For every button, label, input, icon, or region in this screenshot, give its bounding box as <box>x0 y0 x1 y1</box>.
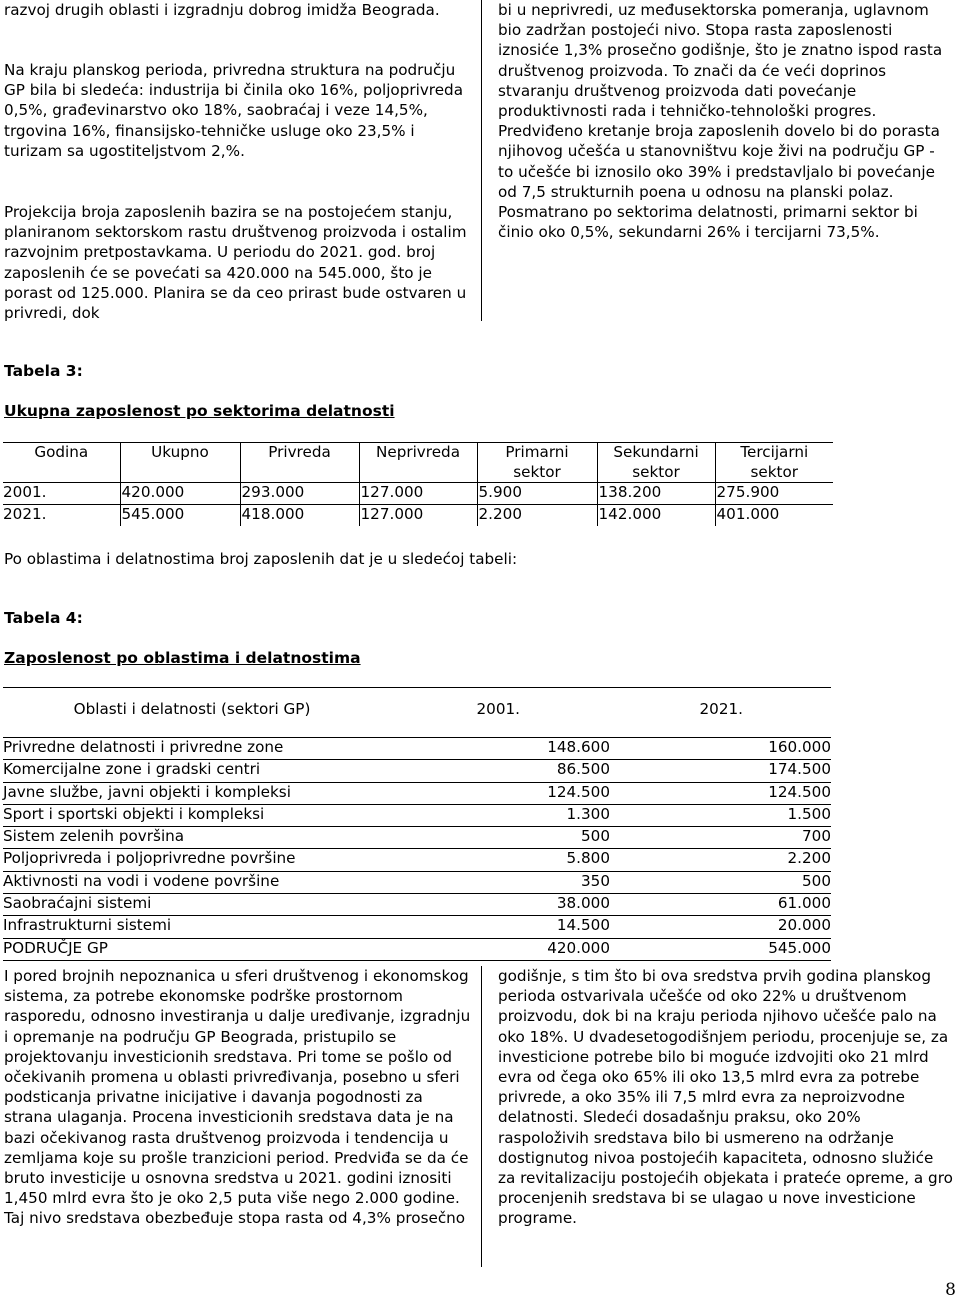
table-cell: 61.000 <box>610 894 831 916</box>
table-row <box>3 738 831 760</box>
table4-employment-by-area <box>3 687 831 961</box>
table3-title: Ukupna zaposlenost po sektorima delatnosti <box>4 402 395 420</box>
table4-header-cell: 2001. <box>381 688 610 738</box>
table3-header-cell: Ukupno <box>120 443 240 483</box>
table-row <box>3 782 831 804</box>
table-cell: 86.500 <box>381 760 610 782</box>
table-row <box>3 804 831 826</box>
table-cell: 124.500 <box>381 782 610 804</box>
table3-header-cell: Privreda <box>240 443 359 483</box>
table-cell: 420.000 <box>381 938 610 960</box>
table-cell: Aktivnosti na vodi i vodene površine <box>3 871 381 893</box>
table3-label: Tabela 3: <box>4 362 83 380</box>
table-cell: 500 <box>381 827 610 849</box>
page-number: 8 <box>945 1280 956 1300</box>
table-row <box>3 760 831 782</box>
table-cell: 148.600 <box>381 738 610 760</box>
table3-total-employment <box>3 442 833 526</box>
paragraph-intro-end: razvoj drugih oblasti i izgradnju dobrog imidža Beograda. <box>4 1 440 19</box>
table-cell: 545.000 <box>610 938 831 960</box>
table-row-total <box>3 938 831 960</box>
table-cell: 174.500 <box>610 760 831 782</box>
table3-header-cell: Godina <box>3 443 120 483</box>
paragraph-table4-intro: Po oblastima i delatnostima broj zaposlenih dat je u sledećoj tabeli: <box>4 550 518 568</box>
table-cell: 142.000 <box>597 505 715 527</box>
table-cell: 20.000 <box>610 916 831 938</box>
table-cell: 138.200 <box>597 483 715 505</box>
table-row <box>3 849 831 871</box>
table-row <box>3 827 831 849</box>
table4-header-row <box>3 688 831 738</box>
table-cell: 5.800 <box>381 849 610 871</box>
table-cell: 500 <box>610 871 831 893</box>
table-row <box>3 916 831 938</box>
table3-header-row <box>3 443 833 483</box>
table-cell: 2.200 <box>610 849 831 871</box>
table-cell: Sport i sportski objekti i kompleksi <box>3 804 381 826</box>
table-cell: 127.000 <box>359 483 477 505</box>
table-cell: Privredne delatnosti i privredne zone <box>3 738 381 760</box>
paragraph-employment-continued: bi u neprivredi, uz međusektorska pomeranja, uglavnom bio zadržan postojeći nivo. Stopa rasta zaposlenosti iznosiće 1,3% prosečno godišnje, što je znatno ispod rasta društvenog proizvoda. To znači da će veći doprinos stvaranju društvenog proizvoda dati povećanje produktivnosti rada i tehničko-tehnološki progres. Predviđeno kretanje broja zaposlenih dovelo bi do porasta njihovog učešća u stanovništvu koje živi na području GP - to učešće bi iznosilo oko 39% i predstavljalo bi povećanje od 7,5 strukturnih poena u odnosu na planski polaz. Posmatrano po sektorima delatnosti, primarni sektor bi činio oko 0,5%, sekundarni 26% i tercijarni 73,5%. <box>498 1 943 242</box>
column-divider-top <box>481 0 482 321</box>
table-row <box>3 505 833 527</box>
table3-header-cell: Neprivreda <box>359 443 477 483</box>
table-cell: 124.500 <box>610 782 831 804</box>
table-cell: 420.000 <box>120 483 240 505</box>
table4-header-cell: 2021. <box>610 688 831 738</box>
table-cell: 14.500 <box>381 916 610 938</box>
table-cell: 418.000 <box>240 505 359 527</box>
table-cell: Poljoprivreda i poljoprivredne površine <box>3 849 381 871</box>
paragraph-employment-projection: Projekcija broja zaposlenih bazira se na postojećem stanju, planiranom sektorskom rastu društvenog proizvoda i ostalim razvojnim pretpostavkama. U periodu do 2021. god. broj zaposlenih će se povećati sa 420.000 na 545.000, što je porast od 125.000. Planira se da ceo prirast bude ostvaren u privredi, dok <box>4 203 467 323</box>
table-row <box>3 894 831 916</box>
table-cell: 700 <box>610 827 831 849</box>
paragraph-economic-structure: Na kraju planskog perioda, privredna struktura na području GP bila bi sledeća: industrija bi činila oko 16%, poljoprivreda 0,5%, građevinarstvo oko 18%, saobraćaj i veze 14,5%, trgovina 16%, finansijsko-tehničke usluge oko 23,5% i turizam sa ugostiteljstvom 2,%. <box>4 61 464 160</box>
table-cell: 5.900 <box>477 483 597 505</box>
table-row <box>3 483 833 505</box>
table-cell: 2.200 <box>477 505 597 527</box>
table-cell: 350 <box>381 871 610 893</box>
table-cell: Komercijalne zone i gradski centri <box>3 760 381 782</box>
table-cell: 1.300 <box>381 804 610 826</box>
table3-header-cell: Tercijarni sektor <box>715 443 833 483</box>
column-divider-bottom <box>481 966 482 1267</box>
table-cell: 160.000 <box>610 738 831 760</box>
table4-title: Zaposlenost po oblastima i delatnostima <box>4 649 361 667</box>
table-cell: 293.000 <box>240 483 359 505</box>
table-cell: Javne službe, javni objekti i kompleksi <box>3 782 381 804</box>
table3-header-cell: Primarni sektor <box>477 443 597 483</box>
table4-header-cell: Oblasti i delatnosti (sektori GP) <box>3 688 381 738</box>
table-row <box>3 871 831 893</box>
table3-header-cell: Sekundarni sektor <box>597 443 715 483</box>
table-cell: 545.000 <box>120 505 240 527</box>
table4-label: Tabela 4: <box>4 609 83 627</box>
table-cell: Sistem zelenih površina <box>3 827 381 849</box>
table-cell: 401.000 <box>715 505 833 527</box>
paragraph-investment-left: I pored brojnih nepoznanica u sferi društvenog i ekonomskog sistema, za potrebe ekonomske podrške prostornom rasporedu, odnosno investiranja u dalje uređivanje, izgradnju i opremanje na području GP Beograda, pristupilo se projektovanju investicionih sredstava. Pri tome se pošlo od očekivanih promena u oblasti privređivanja, posebno u sferi podsticanja privatne inicijative i davanja pogodnosti za strana ulaganja. Procena investicionih sredstava data je na bazi očekivanog rasta društvenog proizvoda i tendencija u zemljama koje su prošle tranzicioni period. Predviđa se da će bruto investicije u osnovna sredstva u 2021. godini iznositi 1,450 mlrd evra što je oko 2,5 puta više nego 2.000 godine. Taj nivo sredstava obezbeđuje stopa rasta od 4,3% prosečno <box>4 967 471 1228</box>
table-cell: 2021. <box>3 505 47 523</box>
paragraph-investment-right: godišnje, s tim što bi ova sredstva prvih godina planskog perioda ostvarivala učešće od oko 22% u društvenom proizvodu, dok bi na kraju perioda njihovo učešće palo na oko 18%. U dvadesetogodišnjem periodu, procenjuje se, za investicione potrebe bilo bi moguće izdvojiti oko 21 mlrd evra od čega oko 65% ili oko 13,5 mlrd evra za potrebe privrede, a oko 35% ili 7,5 mlrd evra za neproizvodne delatnosti. Sledeći dosadašnju praksu, oko 20% raspoloživih sredstava bilo bi usmereno na održanje dostignutog nivoa postojećih kapaciteta, odnosno služiće za revitalizaciju postojećih objekata i prateće opreme, a gro procenjenih sredstava bi se ulagao u nove investicione programe. <box>498 967 953 1228</box>
table-cell: Infrastrukturni sistemi <box>3 916 381 938</box>
table-cell: 1.500 <box>610 804 831 826</box>
table-cell: 38.000 <box>381 894 610 916</box>
table-cell: 2001. <box>3 483 120 505</box>
table-cell: PODRUČJE GP <box>3 938 381 960</box>
table-cell: 275.900 <box>715 483 833 505</box>
table-cell: 127.000 <box>359 505 477 527</box>
table-cell: Saobraćajni sistemi <box>3 894 381 916</box>
